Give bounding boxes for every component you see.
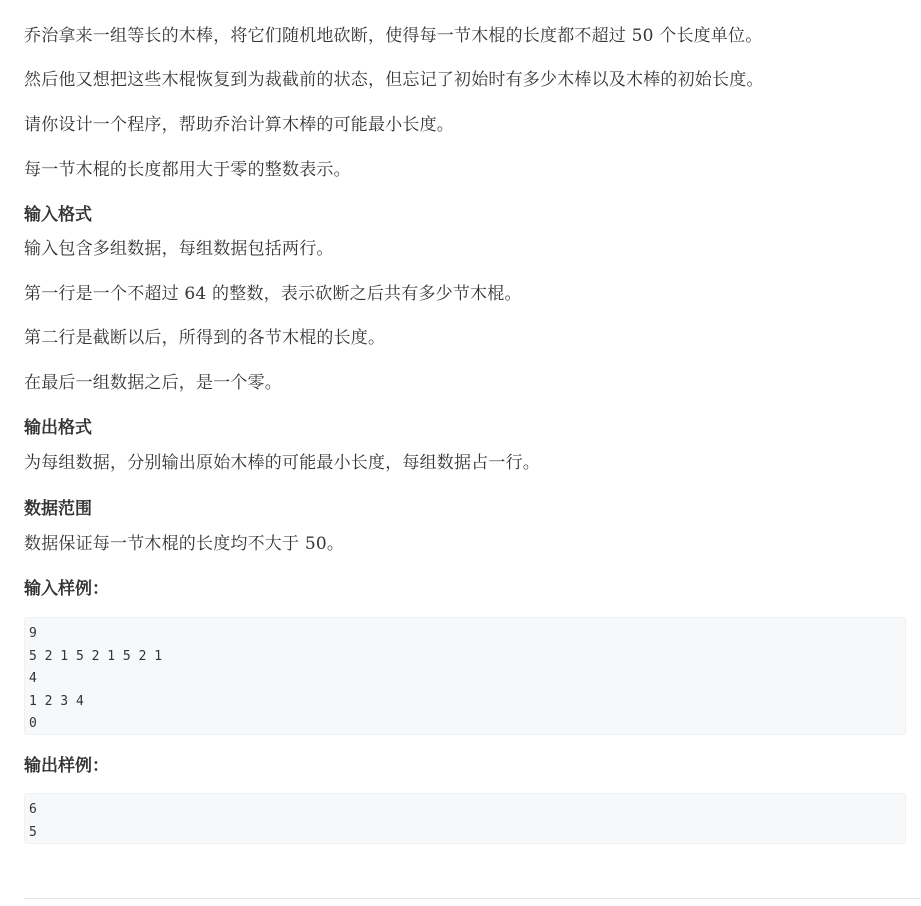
description-paragraph-3 [24, 113, 454, 137]
output-format-line-1 [24, 451, 540, 475]
text-segment: 乔治拿来一组等长的木棒，将它们随机地砍断，使得每一节木棍的长度都不超过 [24, 26, 632, 46]
text-segment: 第二行是截断以后，所得到的各节木棍的长度。 [24, 328, 386, 348]
text-segment: 输入包含多组数据，每组数据包括两行。 [24, 239, 334, 259]
input-format-line-3 [24, 326, 385, 350]
code-line: 9 [29, 626, 37, 641]
text-segment: 数据保证每一节木棍的长度均不大于 [24, 534, 305, 554]
input-format-line-2 [24, 282, 522, 306]
input-format-line-1 [24, 237, 334, 261]
input-format-heading: 输入格式 [24, 205, 92, 225]
description-paragraph-1 [24, 24, 762, 48]
text-segment: 为每组数据，分别输出原始木棒的可能最小长度，每组数据占一行。 [24, 453, 540, 473]
sample-input-code-block[interactable] [24, 617, 906, 735]
description-paragraph-2 [24, 68, 764, 92]
code-line: 5 [29, 824, 37, 840]
code-line: 5 2 1 5 2 1 5 2 1 [29, 648, 163, 664]
code-line: 4 [29, 671, 37, 686]
text-segment: 。 [326, 534, 345, 554]
code-line: 0 [29, 716, 37, 731]
text-segment: 然后他又想把这些木棍恢复到为裁截前的状态，但忘记了初始时有多少木棒以及木棒的初始长度。 [24, 70, 764, 90]
text-segment: 个长度单位。 [653, 26, 763, 46]
code-line: 6 [29, 802, 37, 817]
input-format-line-4 [24, 371, 282, 395]
math-number: 50 [631, 26, 654, 46]
text-segment: 每一节木棍的长度都用大于零的整数表示。 [24, 160, 351, 180]
text-segment: 在最后一组数据之后，是一个零。 [24, 373, 282, 393]
output-format-heading: 输出格式 [24, 418, 92, 438]
text-segment: 第一行是一个不超过 [24, 284, 185, 304]
math-number: 50 [304, 534, 327, 554]
divider [24, 898, 921, 899]
text-segment: 的整数，表示砍断之后共有多少节木棍。 [206, 284, 522, 304]
data-range-line-1 [24, 532, 344, 556]
sample-input-heading: 输入样例： [24, 579, 109, 599]
data-range-heading: 数据范围 [24, 499, 92, 519]
sample-output-code-block[interactable] [24, 793, 906, 844]
code-line: 1 2 3 4 [29, 693, 84, 709]
sample-output-heading: 输出样例： [24, 756, 109, 776]
description-paragraph-4 [24, 158, 351, 182]
math-number: 64 [184, 284, 207, 304]
text-segment: 请你设计一个程序，帮助乔治计算木棒的可能最小长度。 [24, 115, 454, 135]
